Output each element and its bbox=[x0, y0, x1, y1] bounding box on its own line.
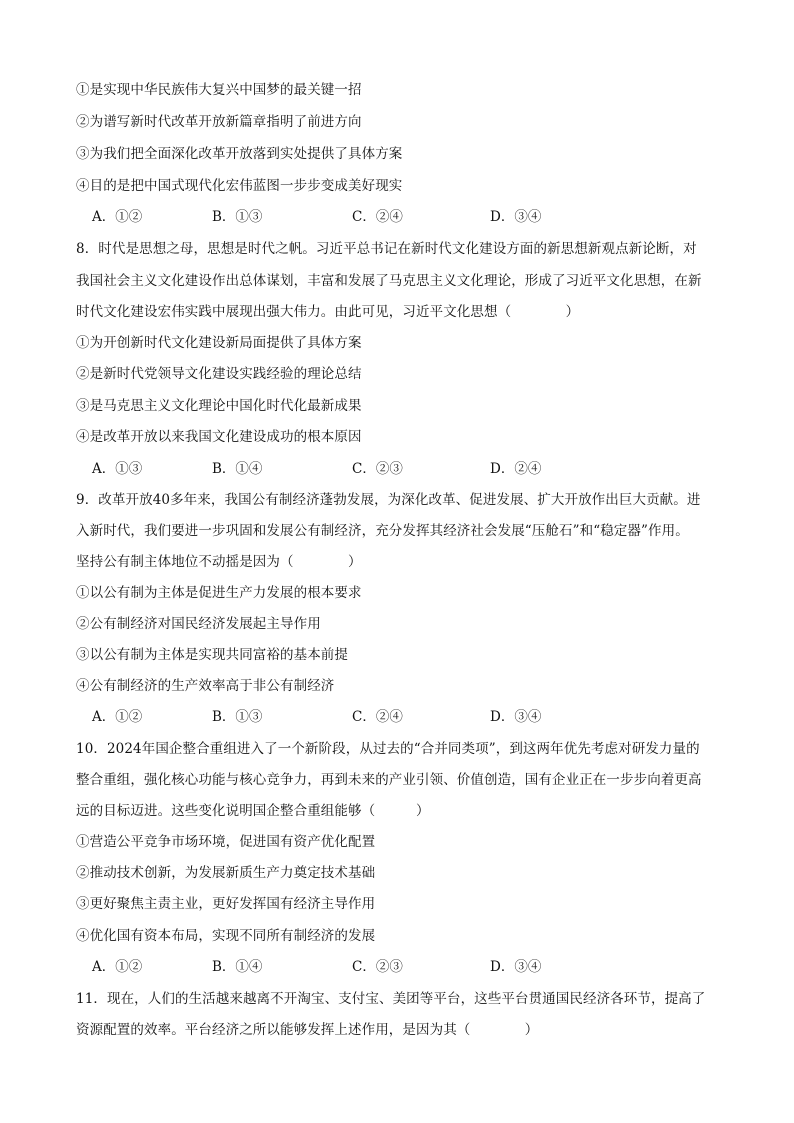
answer-option-a[interactable]: A．①③ bbox=[92, 461, 143, 477]
question-text: 我国社会主义文化建设作出总体谋划，丰富和发展了马克思主义文化理论，形成了习近平文化思想，在新 bbox=[76, 273, 702, 289]
question-text: 8．时代是思想之母，思想是时代之帆。习近平总书记在新时代文化建设方面的新思想新观点新论断，对 bbox=[76, 241, 697, 257]
question-text: 资源配置的效率。平台经济之所以能够发挥上述作用，是因为其（ ） bbox=[76, 1022, 539, 1038]
statement-item: ②是新时代党领导文化建设实践经验的理论总结 bbox=[76, 366, 362, 382]
statement-item: ①营造公平竞争市场环境，促进国有资产优化配置 bbox=[76, 834, 376, 850]
question-text: 远的目标迈进。这些变化说明国企整合重组能够（ ） bbox=[76, 803, 430, 819]
answer-option-c[interactable]: C．②④ bbox=[352, 709, 403, 725]
answer-option-d[interactable]: D．③④ bbox=[490, 959, 542, 975]
question-text: 10．2024年国企整合重组进入了一个新阶段，从过去的“合并同类项”，到这两年优先考虑对研发力量的 bbox=[76, 741, 700, 757]
answer-option-b[interactable]: B．①③ bbox=[212, 209, 263, 225]
statement-item: ④目的是把中国式现代化宏伟蓝图一步步变成美好现实 bbox=[76, 178, 403, 194]
statement-item: ④公有制经济的生产效率高于非公有制经济 bbox=[76, 678, 335, 694]
answer-option-b[interactable]: B．①④ bbox=[212, 959, 263, 975]
statement-item: ③为我们把全面深化改革开放落到实处提供了具体方案 bbox=[76, 146, 403, 162]
statement-item: ③以公有制为主体是实现共同富裕的基本前提 bbox=[76, 647, 348, 663]
answer-option-d[interactable]: D．③④ bbox=[490, 209, 542, 225]
answer-option-d[interactable]: D．②④ bbox=[490, 461, 542, 477]
statement-item: ③是马克思主义文化理论中国化时代化最新成果 bbox=[76, 398, 362, 414]
answer-option-a[interactable]: A．①② bbox=[92, 959, 143, 975]
answer-option-c[interactable]: C．②③ bbox=[352, 959, 403, 975]
answer-option-a[interactable]: A．①② bbox=[92, 209, 143, 225]
statement-item: ③更好聚焦主责主业，更好发挥国有经济主导作用 bbox=[76, 896, 376, 912]
answer-option-c[interactable]: C．②③ bbox=[352, 461, 403, 477]
answer-option-d[interactable]: D．③④ bbox=[490, 709, 542, 725]
statement-item: ①为开创新时代文化建设新局面提供了具体方案 bbox=[76, 335, 362, 351]
question-text: 11．现在，人们的生活越来越离不开淘宝、支付宝、美团等平台，这些平台贯通国民经济各环节，提高了 bbox=[76, 991, 706, 1007]
statement-item: ④是改革开放以来我国文化建设成功的根本原因 bbox=[76, 429, 362, 445]
statement-item: ②为谱写新时代改革开放新篇章指明了前进方向 bbox=[76, 114, 362, 130]
statement-item: ②公有制经济对国民经济发展起主导作用 bbox=[76, 616, 321, 632]
question-text: 整合重组，强化核心功能与核心竞争力，再到未来的产业引领、价值创造，国有企业正在一步步向着更高 bbox=[76, 772, 702, 788]
question-text: 坚持公有制主体地位不动摇是因为（ ） bbox=[76, 554, 362, 570]
answer-option-b[interactable]: B．①④ bbox=[212, 461, 263, 477]
question-text: 9．改革开放40多年来，我国公有制经济蓬勃发展，为深化改革、促进发展、扩大开放作出巨大贡献。进 bbox=[76, 492, 701, 508]
answer-option-b[interactable]: B．①③ bbox=[212, 709, 263, 725]
statement-item: ②推动技术创新，为发展新质生产力奠定技术基础 bbox=[76, 865, 376, 881]
question-text: 时代文化建设宏伟实践中展现出强大伟力。由此可见，习近平文化思想（ ） bbox=[76, 304, 580, 320]
question-text: 入新时代，我们要进一步巩固和发展公有制经济，充分发挥其经济社会发展“压舱石”和“稳定器”作用。 bbox=[76, 523, 689, 539]
statement-item: ①是实现中华民族伟大复兴中国梦的最关键一招 bbox=[76, 82, 362, 98]
statement-item: ④优化国有资本布局，实现不同所有制经济的发展 bbox=[76, 928, 376, 944]
statement-item: ①以公有制为主体是促进生产力发展的根本要求 bbox=[76, 585, 362, 601]
answer-option-a[interactable]: A．①② bbox=[92, 709, 143, 725]
answer-option-c[interactable]: C．②④ bbox=[352, 209, 403, 225]
